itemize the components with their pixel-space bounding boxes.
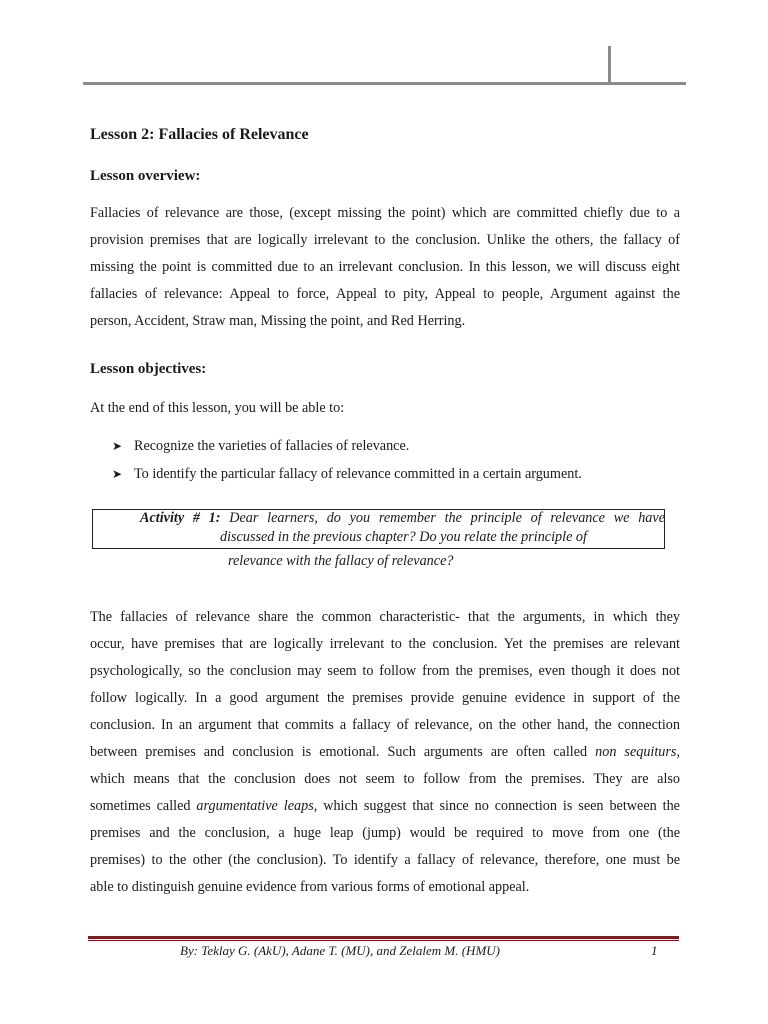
overview-line: person, Accident, Straw man, Missing the point, and Red Herring. [90,313,466,329]
body-line: premises and the conclusion, a huge leap (jump) would be required to move from one (the [90,825,680,841]
body-line: which means that the conclusion does not seem to follow from the premises. They are also [90,771,680,787]
objectives-heading: Lesson objectives: [90,361,207,377]
body-line: The fallacies of relevance share the common characteristic- that the arguments, in which they [90,609,680,625]
term-argumentative-leaps: argumentative leaps [196,798,314,814]
body-line-suffix: , which suggest that since no connection is seen between the [313,798,680,814]
objective-text: Recognize the varieties of fallacies of relevance. [134,438,410,454]
arrow-bullet-icon: ➤ [112,439,123,453]
body-line [90,793,680,820]
arrow-bullet-icon: ➤ [112,467,123,481]
body-line: follow logically. In a good argument the premises provide genuine evidence in support of the [90,690,680,706]
lesson-title: Lesson 2: Fallacies of Relevance [90,126,309,143]
objectives-intro: At the end of this lesson, you will be able to: [90,400,345,416]
overview-line: Fallacies of relevance are those, (except missing the point) which are committed chiefly due to a [90,205,680,221]
body-line: conclusion. In an argument that commits a fallacy of relevance, on the other hand, the connection [90,717,680,733]
body-line-text: sometimes called [90,798,197,814]
overview-line: provision premises that are logically irrelevant to the conclusion. Unlike the others, the fallacy of [90,232,680,248]
objective-item [112,438,409,455]
body-line: occur, have premises that are logically irrelevant to the conclusion. Yet the premises are relevant [90,636,680,652]
body-line [90,739,680,766]
body-line: able to distinguish genuine evidence from various forms of emotional appeal. [90,879,530,895]
body-line-text: between premises and conclusion is emotional. Such arguments are often called [90,744,596,760]
overview-line: fallacies of relevance: Appeal to force, Appeal to pity, Appeal to people, Argument against the [90,286,680,302]
activity-line-2: discussed in the previous chapter? Do you relate the principle of [220,529,587,545]
objective-text: To identify the particular fallacy of relevance committed in a certain argument. [134,466,582,482]
objective-item [112,466,582,483]
header-tick-mark [608,46,611,83]
footer-rule-thin [88,940,679,941]
term-non-sequiturs: non sequiturs [595,744,677,760]
overview-heading: Lesson overview: [90,168,201,184]
header-rule [83,82,686,85]
body-line: premises) to the other (the conclusion). To identify a fallacy of relevance, therefore, one must be [90,852,680,868]
term-suffix: , [676,744,680,760]
activity-label: Activity # 1: [140,510,221,526]
page-number: 1 [651,943,658,958]
body-line: psychologically, so the conclusion may seem to follow from the premises, even though it does not [90,663,680,679]
footer-rule [88,936,679,939]
activity-question-1: Dear learners, do you remember the principle of relevance we have [229,510,665,526]
activity-line-3: relevance with the fallacy of relevance? [228,553,454,569]
overview-line: missing the point is committed due to an irrelevant conclusion. In this lesson, we will discuss eight [90,259,680,275]
activity-line-1 [140,510,665,527]
footer-authors: By: Teklay G. (AkU), Adane T. (MU), and Zelalem M. (HMU) [180,943,500,958]
